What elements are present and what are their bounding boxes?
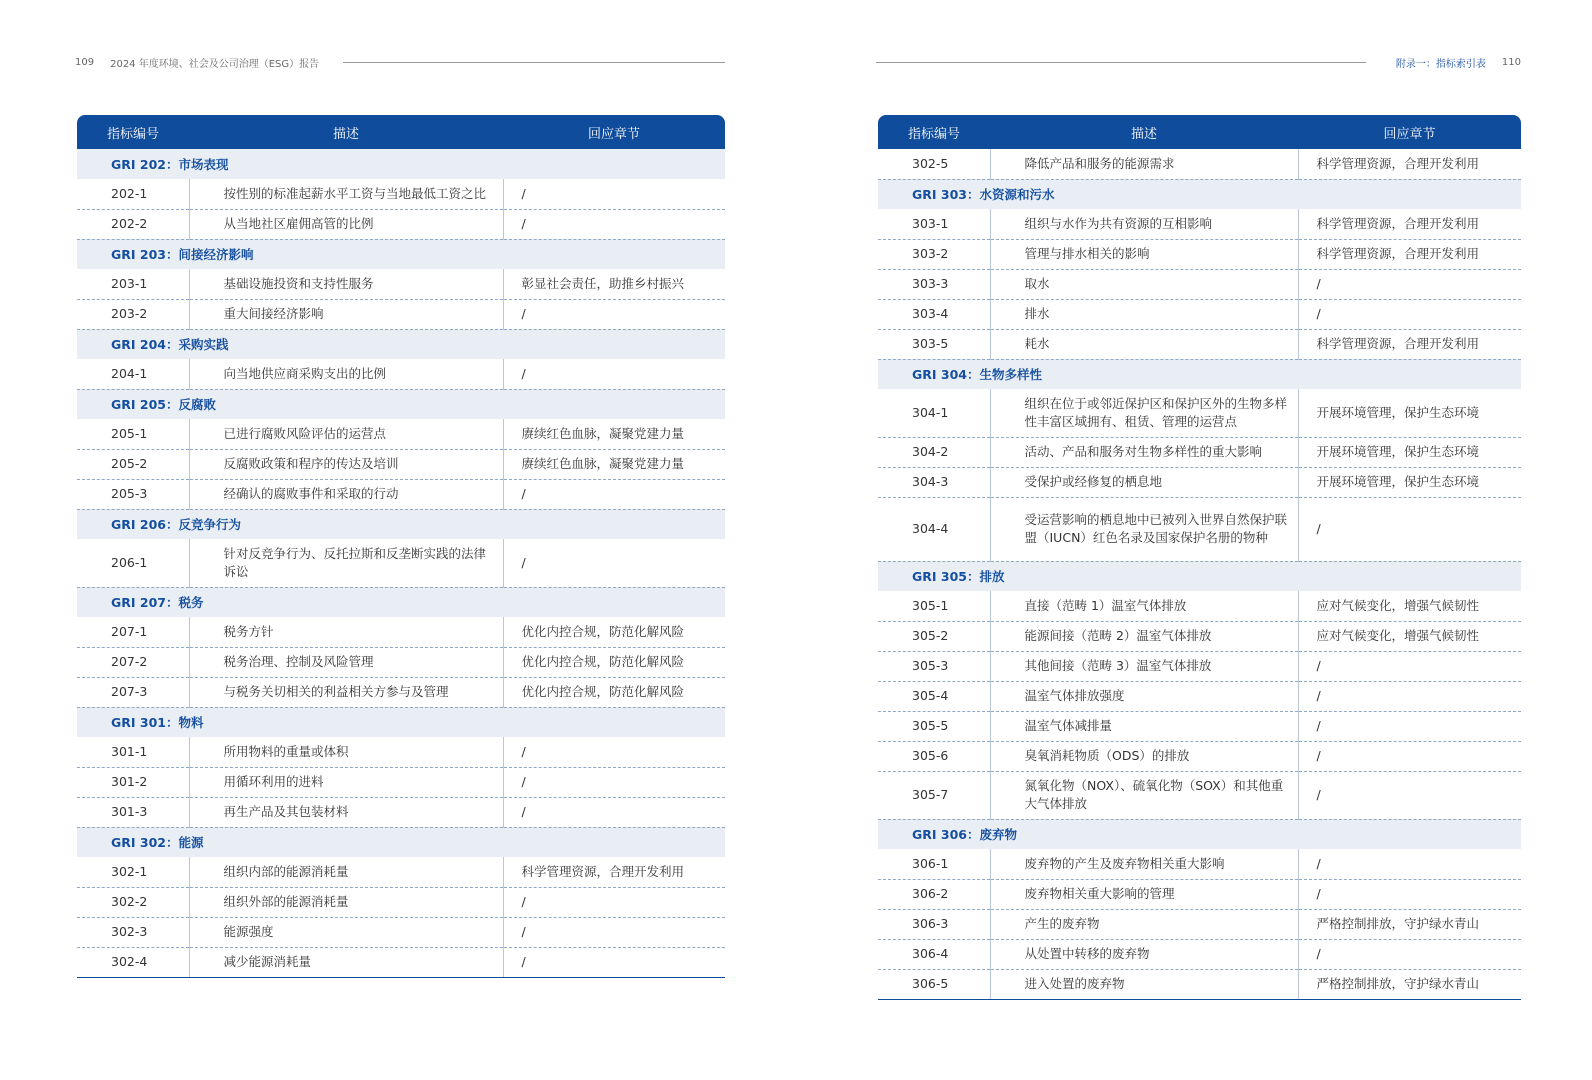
table-row bbox=[878, 437, 1521, 467]
section-row bbox=[77, 587, 725, 617]
response-chapter: / bbox=[503, 947, 725, 977]
table-row bbox=[77, 857, 725, 887]
header-rule bbox=[876, 62, 1366, 63]
indicator-code: 305-6 bbox=[878, 741, 990, 771]
section-title: GRI 204：采购实践 bbox=[77, 329, 725, 359]
indicator-description: 经确认的腐败事件和采取的行动 bbox=[189, 479, 503, 509]
indicator-description: 取水 bbox=[990, 269, 1298, 299]
response-chapter: 严格控制排放，守护绿水青山 bbox=[1298, 909, 1521, 939]
indicator-description: 向当地供应商采购支出的比例 bbox=[189, 359, 503, 389]
response-chapter: / bbox=[503, 737, 725, 767]
response-chapter: / bbox=[503, 359, 725, 389]
section-title: GRI 304：生物多样性 bbox=[878, 359, 1521, 389]
response-chapter: 开展环境管理，保护生态环境 bbox=[1298, 389, 1521, 437]
indicator-code: 207-2 bbox=[77, 647, 189, 677]
indicator-code: 207-3 bbox=[77, 677, 189, 707]
table-row bbox=[878, 939, 1521, 969]
indicator-description: 再生产品及其包装材料 bbox=[189, 797, 503, 827]
table-row bbox=[878, 591, 1521, 621]
section-row bbox=[878, 179, 1521, 209]
table-row bbox=[77, 269, 725, 299]
table-row bbox=[77, 539, 725, 587]
response-chapter: / bbox=[1298, 269, 1521, 299]
table-row bbox=[878, 389, 1521, 437]
indicator-code: 207-1 bbox=[77, 617, 189, 647]
table-row bbox=[878, 681, 1521, 711]
indicator-code: 202-2 bbox=[77, 209, 189, 239]
response-chapter: 严格控制排放，守护绿水青山 bbox=[1298, 969, 1521, 999]
indicator-code: 303-4 bbox=[878, 299, 990, 329]
indicator-code: 305-1 bbox=[878, 591, 990, 621]
indicator-description: 按性别的标准起薪水平工资与当地最低工资之比 bbox=[189, 179, 503, 209]
column-header-desc: 描述 bbox=[189, 115, 503, 149]
indicator-code: 205-1 bbox=[77, 419, 189, 449]
response-chapter: / bbox=[503, 797, 725, 827]
indicator-description: 氮氧化物（NOX）、硫氧化物（SOX）和其他重大气体排放 bbox=[990, 771, 1298, 819]
indicator-description: 组织内部的能源消耗量 bbox=[189, 857, 503, 887]
indicator-description: 税务治理、控制及风险管理 bbox=[189, 647, 503, 677]
indicator-description: 废弃物相关重大影响的管理 bbox=[990, 879, 1298, 909]
section-title: GRI 206：反竞争行为 bbox=[77, 509, 725, 539]
indicator-code: 306-1 bbox=[878, 849, 990, 879]
section-row bbox=[878, 561, 1521, 591]
indicator-description: 温室气体排放强度 bbox=[990, 681, 1298, 711]
section-row bbox=[77, 707, 725, 737]
indicator-code: 304-2 bbox=[878, 437, 990, 467]
report-title: 2024 年度环境、社会及公司治理（ESG）报告 bbox=[110, 58, 320, 70]
indicator-description: 活动、产品和服务对生物多样性的重大影响 bbox=[990, 437, 1298, 467]
indicator-description: 基础设施投资和支持性服务 bbox=[189, 269, 503, 299]
indicator-description: 受运营影响的栖息地中已被列入世界自然保护联盟（IUCN）红色名录及国家保护名册的物种 bbox=[990, 497, 1298, 561]
indicator-code: 305-7 bbox=[878, 771, 990, 819]
table-row bbox=[77, 449, 725, 479]
indicator-description: 直接（范畴 1）温室气体排放 bbox=[990, 591, 1298, 621]
indicator-code: 304-1 bbox=[878, 389, 990, 437]
indicator-code: 305-4 bbox=[878, 681, 990, 711]
table-header-row bbox=[878, 115, 1521, 149]
table-row bbox=[878, 651, 1521, 681]
table-row bbox=[878, 299, 1521, 329]
table-row bbox=[77, 887, 725, 917]
indicator-code: 305-3 bbox=[878, 651, 990, 681]
indicator-code: 306-5 bbox=[878, 969, 990, 999]
table-row bbox=[878, 741, 1521, 771]
index-table-right bbox=[878, 115, 1521, 1000]
indicator-code: 301-3 bbox=[77, 797, 189, 827]
section-title: GRI 302：能源 bbox=[77, 827, 725, 857]
table-row bbox=[77, 677, 725, 707]
response-chapter: / bbox=[1298, 849, 1521, 879]
indicator-code: 304-3 bbox=[878, 467, 990, 497]
indicator-description: 温室气体减排量 bbox=[990, 711, 1298, 741]
response-chapter: / bbox=[503, 299, 725, 329]
section-title: GRI 301：物料 bbox=[77, 707, 725, 737]
column-header-code: 指标编号 bbox=[878, 115, 990, 149]
indicator-description: 臭氧消耗物质（ODS）的排放 bbox=[990, 741, 1298, 771]
response-chapter: 科学管理资源，合理开发利用 bbox=[1298, 209, 1521, 239]
response-chapter: 优化内控合规，防范化解风险 bbox=[503, 617, 725, 647]
response-chapter: / bbox=[1298, 497, 1521, 561]
indicator-description: 组织与水作为共有资源的互相影响 bbox=[990, 209, 1298, 239]
indicator-description: 进入处置的废弃物 bbox=[990, 969, 1298, 999]
table-row bbox=[77, 767, 725, 797]
response-chapter: 应对气候变化，增强气候韧性 bbox=[1298, 591, 1521, 621]
response-chapter: 科学管理资源，合理开发利用 bbox=[1298, 239, 1521, 269]
indicator-description: 产生的废弃物 bbox=[990, 909, 1298, 939]
response-chapter: / bbox=[1298, 771, 1521, 819]
table-row bbox=[878, 879, 1521, 909]
response-chapter: / bbox=[1298, 681, 1521, 711]
column-header-desc: 描述 bbox=[990, 115, 1298, 149]
indicator-description: 重大间接经济影响 bbox=[189, 299, 503, 329]
section-row bbox=[77, 149, 725, 179]
table-row bbox=[77, 359, 725, 389]
indicator-code: 305-2 bbox=[878, 621, 990, 651]
table-row bbox=[878, 239, 1521, 269]
response-chapter: / bbox=[503, 179, 725, 209]
page-number: 109 bbox=[75, 56, 95, 68]
column-header-code: 指标编号 bbox=[77, 115, 189, 149]
response-chapter: / bbox=[503, 209, 725, 239]
indicator-code: 203-2 bbox=[77, 299, 189, 329]
indicator-description: 税务方针 bbox=[189, 617, 503, 647]
table-row bbox=[77, 647, 725, 677]
response-chapter: 科学管理资源，合理开发利用 bbox=[1298, 329, 1521, 359]
table-row bbox=[77, 209, 725, 239]
response-chapter: / bbox=[1298, 711, 1521, 741]
indicator-description: 能源间接（范畴 2）温室气体排放 bbox=[990, 621, 1298, 651]
section-row bbox=[77, 389, 725, 419]
table-row bbox=[878, 969, 1521, 999]
table-row bbox=[77, 797, 725, 827]
indicator-code: 302-1 bbox=[77, 857, 189, 887]
appendix-section-link[interactable]: 附录一：指标索引表 bbox=[1395, 58, 1486, 70]
section-title: GRI 205：反腐败 bbox=[77, 389, 725, 419]
table-row bbox=[77, 737, 725, 767]
indicator-code: 306-3 bbox=[878, 909, 990, 939]
response-chapter: / bbox=[1298, 741, 1521, 771]
column-header-chapter: 回应章节 bbox=[503, 115, 725, 149]
response-chapter: / bbox=[1298, 879, 1521, 909]
indicator-code: 206-1 bbox=[77, 539, 189, 587]
column-header-chapter: 回应章节 bbox=[1298, 115, 1521, 149]
table-row bbox=[878, 269, 1521, 299]
table-row bbox=[878, 329, 1521, 359]
indicator-description: 组织在位于或邻近保护区和保护区外的生物多样性丰富区域拥有、租赁、管理的运营点 bbox=[990, 389, 1298, 437]
section-row bbox=[77, 329, 725, 359]
response-chapter: 开展环境管理，保护生态环境 bbox=[1298, 437, 1521, 467]
indicator-code: 203-1 bbox=[77, 269, 189, 299]
response-chapter: / bbox=[503, 539, 725, 587]
indicator-code: 301-1 bbox=[77, 737, 189, 767]
table-row bbox=[878, 621, 1521, 651]
indicator-description: 降低产品和服务的能源需求 bbox=[990, 149, 1298, 179]
table-row bbox=[77, 917, 725, 947]
indicator-code: 303-2 bbox=[878, 239, 990, 269]
indicator-description: 用循环利用的进料 bbox=[189, 767, 503, 797]
section-row bbox=[77, 509, 725, 539]
indicator-description: 耗水 bbox=[990, 329, 1298, 359]
response-chapter: 赓续红色血脉，凝聚党建力量 bbox=[503, 419, 725, 449]
indicator-code: 306-4 bbox=[878, 939, 990, 969]
response-chapter: 优化内控合规，防范化解风险 bbox=[503, 677, 725, 707]
section-title: GRI 203：间接经济影响 bbox=[77, 239, 725, 269]
left-page-header bbox=[75, 54, 725, 70]
section-title: GRI 305：排放 bbox=[878, 561, 1521, 591]
indicator-code: 303-3 bbox=[878, 269, 990, 299]
table-row bbox=[878, 909, 1521, 939]
table-row bbox=[77, 479, 725, 509]
response-chapter: / bbox=[1298, 939, 1521, 969]
index-table-left bbox=[77, 115, 725, 978]
indicator-code: 304-4 bbox=[878, 497, 990, 561]
indicator-code: 301-2 bbox=[77, 767, 189, 797]
response-chapter: 优化内控合规，防范化解风险 bbox=[503, 647, 725, 677]
response-chapter: / bbox=[503, 887, 725, 917]
response-chapter: / bbox=[503, 479, 725, 509]
right-page bbox=[796, 0, 1592, 1080]
indicator-code: 302-3 bbox=[77, 917, 189, 947]
response-chapter: 赓续红色血脉，凝聚党建力量 bbox=[503, 449, 725, 479]
section-title: GRI 202：市场表现 bbox=[77, 149, 725, 179]
indicator-code: 302-5 bbox=[878, 149, 990, 179]
response-chapter: / bbox=[503, 767, 725, 797]
table-row bbox=[878, 209, 1521, 239]
indicator-description: 从处置中转移的废弃物 bbox=[990, 939, 1298, 969]
indicator-code: 205-2 bbox=[77, 449, 189, 479]
indicator-description: 减少能源消耗量 bbox=[189, 947, 503, 977]
response-chapter: / bbox=[1298, 299, 1521, 329]
indicator-code: 303-1 bbox=[878, 209, 990, 239]
indicator-description: 从当地社区雇佣高管的比例 bbox=[189, 209, 503, 239]
indicator-description: 组织外部的能源消耗量 bbox=[189, 887, 503, 917]
indicator-code: 202-1 bbox=[77, 179, 189, 209]
table-row bbox=[878, 467, 1521, 497]
table-row bbox=[77, 419, 725, 449]
indicator-code: 305-5 bbox=[878, 711, 990, 741]
indicator-description: 废弃物的产生及废弃物相关重大影响 bbox=[990, 849, 1298, 879]
indicator-description: 排水 bbox=[990, 299, 1298, 329]
response-chapter: / bbox=[1298, 651, 1521, 681]
section-row bbox=[77, 827, 725, 857]
indicator-code: 306-2 bbox=[878, 879, 990, 909]
indicator-description: 针对反竞争行为、反托拉斯和反垄断实践的法律诉讼 bbox=[189, 539, 503, 587]
table-row bbox=[77, 617, 725, 647]
table-row bbox=[878, 711, 1521, 741]
indicator-description: 与税务关切相关的利益相关方参与及管理 bbox=[189, 677, 503, 707]
indicator-description: 所用物料的重量或体积 bbox=[189, 737, 503, 767]
indicator-description: 受保护或经修复的栖息地 bbox=[990, 467, 1298, 497]
indicator-code: 302-2 bbox=[77, 887, 189, 917]
indicator-description: 反腐败政策和程序的传达及培训 bbox=[189, 449, 503, 479]
section-title: GRI 306：废弃物 bbox=[878, 819, 1521, 849]
section-row bbox=[878, 359, 1521, 389]
table-row bbox=[77, 179, 725, 209]
section-title: GRI 303：水资源和污水 bbox=[878, 179, 1521, 209]
table-row bbox=[77, 947, 725, 977]
indicator-description: 管理与排水相关的影响 bbox=[990, 239, 1298, 269]
table-row bbox=[878, 771, 1521, 819]
indicator-description: 已进行腐败风险评估的运营点 bbox=[189, 419, 503, 449]
section-title: GRI 207：税务 bbox=[77, 587, 725, 617]
response-chapter: 开展环境管理，保护生态环境 bbox=[1298, 467, 1521, 497]
response-chapter: / bbox=[503, 917, 725, 947]
response-chapter: 科学管理资源，合理开发利用 bbox=[1298, 149, 1521, 179]
table-row bbox=[878, 497, 1521, 561]
table-row bbox=[878, 149, 1521, 179]
response-chapter: 彰显社会责任，助推乡村振兴 bbox=[503, 269, 725, 299]
response-chapter: 科学管理资源，合理开发利用 bbox=[503, 857, 725, 887]
indicator-description: 其他间接（范畴 3）温室气体排放 bbox=[990, 651, 1298, 681]
header-rule bbox=[343, 62, 725, 63]
indicator-description: 能源强度 bbox=[189, 917, 503, 947]
table-row bbox=[77, 299, 725, 329]
right-page-header bbox=[876, 54, 1521, 70]
page-number: 110 bbox=[1501, 56, 1521, 68]
indicator-code: 204-1 bbox=[77, 359, 189, 389]
section-row bbox=[77, 239, 725, 269]
indicator-code: 205-3 bbox=[77, 479, 189, 509]
indicator-code: 303-5 bbox=[878, 329, 990, 359]
section-row bbox=[878, 819, 1521, 849]
table-header-row bbox=[77, 115, 725, 149]
response-chapter: 应对气候变化，增强气候韧性 bbox=[1298, 621, 1521, 651]
table-row bbox=[878, 849, 1521, 879]
indicator-code: 302-4 bbox=[77, 947, 189, 977]
